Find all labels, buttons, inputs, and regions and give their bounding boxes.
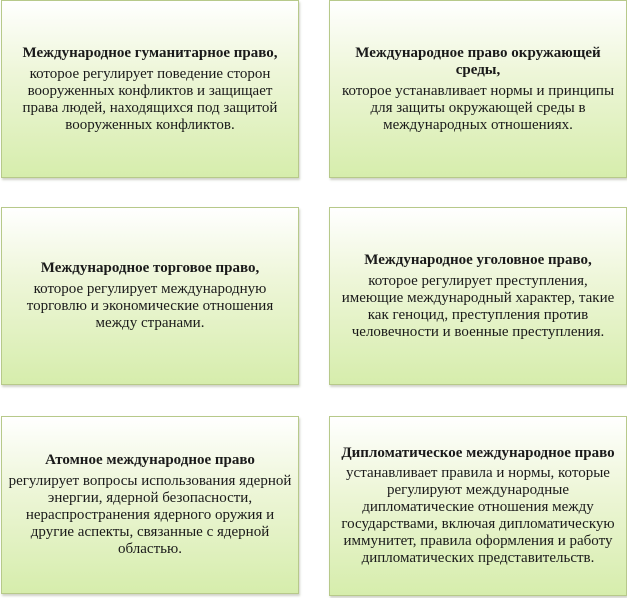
card-environmental-law [329, 0, 627, 178]
card-text: которое регулирует международную торговлю и экономические отношения между странами. [26, 281, 274, 331]
card-text: которое регулирует поведение сторон вооруженных конфликтов и защищает права людей, находящихся под защитой вооруженных конфликтов. [22, 65, 278, 133]
card-criminal-law [329, 207, 627, 385]
card-title: Международное гуманитарное право, [22, 44, 278, 61]
card-title: Международное право окружающей среды, [355, 44, 601, 78]
card-title: Международное торговое право, [40, 260, 260, 276]
card-atomic-law [1, 416, 299, 594]
card-trade-law [1, 207, 299, 385]
card-text: устанавливает правила и нормы, которые регулируют международные дипломатические отношения между государствами, включая дипломатическую иммунитет, правила оформления и работу дипломатических представительств. [341, 465, 615, 566]
card-title: Дипломатическое международное право [341, 445, 615, 461]
card-text: которое регулирует преступления, имеющие международный характер, такие как геноцид, преступления против человечности и военные преступления. [341, 272, 615, 340]
card-text: которое устанавливает нормы и принципы для защиты окружающей среды в международных отношениях. [341, 82, 615, 133]
card-humanitarian-law [1, 0, 299, 178]
card-diplomatic-law [329, 416, 627, 596]
card-title: Атомное международное право [45, 452, 255, 468]
card-title: Международное уголовное право, [364, 251, 592, 268]
card-text: регулирует вопросы использования ядерной энергии, ядерной безопасности, нераспространения ядерного оружия и другие аспекты, связанные с ядерной областью. [8, 473, 292, 557]
